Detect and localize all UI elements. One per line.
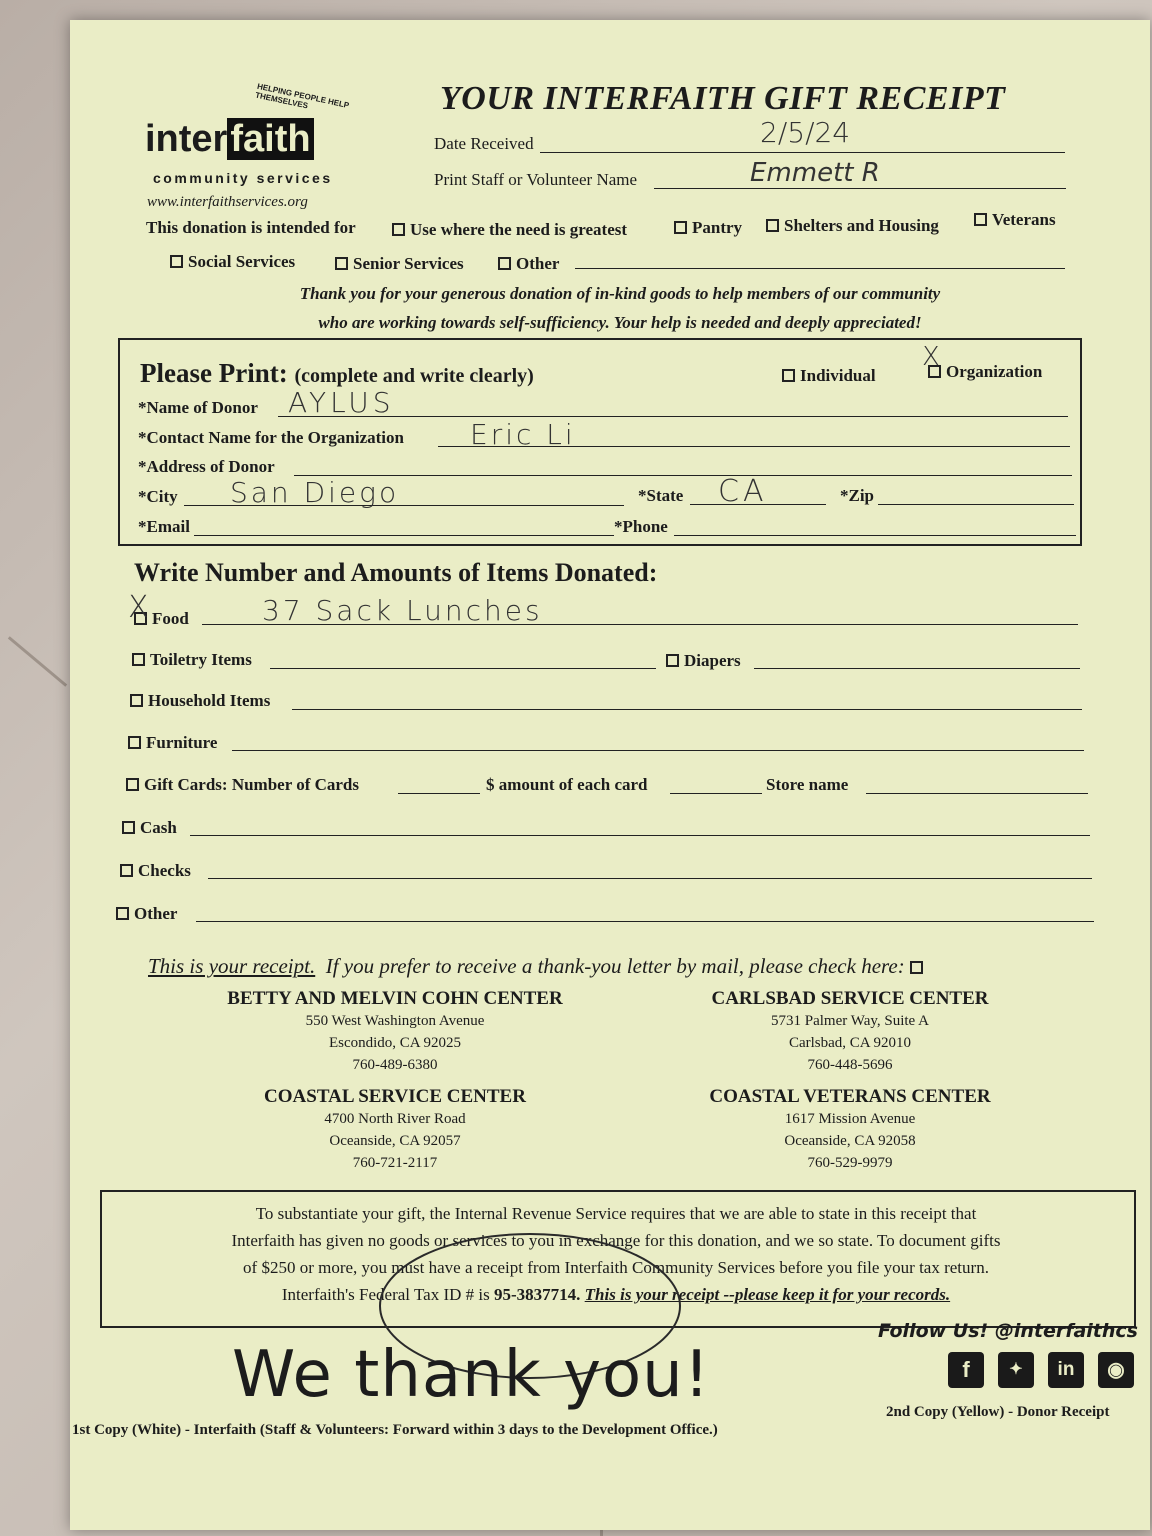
gift-cards-amount-line [670, 793, 762, 794]
household-line [292, 709, 1082, 710]
center-cohn: BETTY AND MELVIN COHN CENTER 550 West Washington Avenue Escondido, CA 92025 760-489-6380 [227, 988, 563, 1073]
intro-line-1: Thank you for your generous donation of in-kind goods to help members of our community [299, 284, 941, 303]
checks-line [208, 878, 1092, 879]
follow-us: Follow Us! @interfaithcs [878, 1320, 1138, 1342]
email-line [194, 535, 614, 536]
item-checks[interactable]: Checks [120, 861, 191, 881]
checkbox[interactable] [974, 213, 987, 226]
date-label: Date Received [434, 134, 534, 153]
contact-label: *Contact Name for the Organization [138, 428, 404, 447]
staff-signature[interactable]: Emmett R [750, 158, 880, 188]
logo-tagline: HELPING PEOPLE HELP THEMSELVES [254, 81, 350, 111]
item-gift-cards[interactable]: Gift Cards: Number of Cards [126, 775, 359, 795]
facebook-icon[interactable]: f [948, 1352, 984, 1388]
checkbox[interactable] [666, 654, 679, 667]
donor-name-label: *Name of Donor [138, 398, 258, 417]
checkbox[interactable] [120, 864, 133, 877]
furniture-line [232, 750, 1084, 751]
organization-check-mark: X [922, 342, 940, 372]
checkbox[interactable] [782, 369, 795, 382]
gift-cards-store-label: Store name [766, 775, 849, 794]
staff-label: Print Staff or Volunteer Name [434, 170, 638, 189]
intent-option-shelters[interactable]: Shelters and Housing [766, 216, 939, 236]
intent-other-line [575, 268, 1065, 269]
intent-option-other[interactable]: Other [498, 254, 559, 274]
intent-option-social[interactable]: Social Services [170, 252, 295, 272]
date-value[interactable]: 2/5/24 [760, 116, 851, 149]
checkbox[interactable] [130, 694, 143, 707]
logo-wordmark: interfaith [145, 118, 314, 161]
date-line [540, 152, 1065, 153]
footer-yellow-copy: 2nd Copy (Yellow) - Donor Receipt [886, 1404, 1110, 1420]
checkbox[interactable] [122, 821, 135, 834]
phone-line [674, 535, 1076, 536]
other-line [196, 921, 1094, 922]
checkbox[interactable] [170, 255, 183, 268]
donor-type-individual[interactable]: Individual [782, 366, 876, 386]
checkbox[interactable] [116, 907, 129, 920]
item-toiletry[interactable]: Toiletry Items [132, 650, 252, 670]
center-carlsbad: CARLSBAD SERVICE CENTER 5731 Palmer Way, Suite A Carlsbad, CA 92010 760-448-5696 [711, 988, 989, 1073]
checkbox[interactable] [498, 257, 511, 270]
checkbox[interactable] [128, 736, 141, 749]
food-value[interactable]: 37 Sack Lunches [262, 594, 543, 627]
logo-url: www.interfaithservices.org [147, 194, 308, 210]
intent-option-pantry[interactable]: Pantry [674, 218, 742, 238]
checkbox[interactable] [126, 778, 139, 791]
checkbox[interactable] [674, 221, 687, 234]
items-heading: Write Number and Amounts of Items Donated: [134, 558, 658, 587]
receipt-note: This is your receipt. If you prefer to receive a thank-you letter by mail, please check here: [148, 954, 928, 979]
intent-option-veterans[interactable]: Veterans [974, 210, 1056, 230]
center-coastal-veterans: COASTAL VETERANS CENTER 1617 Mission Avenue Oceanside, CA 92058 760-529-9979 [709, 1086, 991, 1171]
we-thank-you: We thank you! [232, 1338, 711, 1412]
intent-option-senior[interactable]: Senior Services [335, 254, 464, 274]
diapers-line [754, 668, 1080, 669]
irs-notice-text: To substantiate your gift, the Internal Revenue Service requires that we are able to state in this receipt that Interfaith has given no goods or services to you in exchange for this donation, and we so state. To document gifts of $250 or more, you must have a receipt from Interfaith Community Services before you file your tax return. Interfaith's Federal Tax ID # is 95-3837714. This is your receipt --please keep it for your records. [231, 1204, 1001, 1304]
logo-subtitle: community services [153, 170, 333, 186]
contact-value[interactable]: Eric Li [470, 418, 576, 451]
twitter-icon[interactable]: ✦ [998, 1352, 1034, 1388]
food-check-mark: X [128, 590, 149, 625]
intent-option-greatest-need[interactable]: Use where the need is greatest [392, 220, 627, 240]
checkbox[interactable] [766, 219, 779, 232]
checkbox[interactable] [392, 223, 405, 236]
cash-line [190, 835, 1090, 836]
checkbox[interactable] [335, 257, 348, 270]
item-cash[interactable]: Cash [122, 818, 177, 838]
intent-label: This donation is intended for [146, 218, 356, 237]
gift-cards-store-line [866, 793, 1088, 794]
staff-line [654, 188, 1066, 189]
linkedin-icon[interactable]: in [1048, 1352, 1084, 1388]
thank-you-letter-checkbox[interactable] [910, 961, 923, 974]
donor-name-value[interactable]: AYLUS [288, 386, 395, 419]
gift-cards-count-line [398, 793, 480, 794]
interfaith-logo [145, 81, 375, 223]
city-value[interactable]: San Diego [230, 476, 400, 509]
state-label: *State [638, 486, 684, 505]
item-furniture[interactable]: Furniture [128, 733, 217, 753]
donor-name-line [278, 416, 1068, 417]
state-value[interactable]: CA [718, 474, 768, 509]
item-food[interactable]: Food [134, 609, 189, 629]
address-label: *Address of Donor [138, 457, 275, 476]
gift-cards-amount-label: $ amount of each card [486, 775, 648, 794]
toiletry-line [270, 668, 656, 669]
item-diapers[interactable]: Diapers [666, 651, 741, 671]
zip-label: *Zip [840, 486, 875, 505]
intro-line-2: who are working towards self-sufficiency. Your help is needed and deeply appreciated! [318, 313, 922, 332]
phone-label: *Phone [614, 517, 668, 536]
receipt-paper [70, 20, 1150, 1530]
floor-tile-seam [8, 636, 67, 687]
checkbox[interactable] [132, 653, 145, 666]
item-household[interactable]: Household Items [130, 691, 270, 711]
instagram-icon[interactable]: ◉ [1098, 1352, 1134, 1388]
page-title: YOUR INTERFAITH GIFT RECEIPT [440, 80, 1006, 117]
donor-heading: Please Print: (complete and write clearly) [140, 358, 534, 388]
address-line [294, 475, 1072, 476]
footer-white-copy: 1st Copy (White) - Interfaith (Staff & Volunteers: Forward within 3 days to the Development Office.) [72, 1422, 718, 1438]
center-coastal: COASTAL SERVICE CENTER 4700 North River Road Oceanside, CA 92057 760-721-2117 [264, 1086, 526, 1171]
zip-line [878, 504, 1074, 505]
item-other[interactable]: Other [116, 904, 177, 924]
donor-type-organization[interactable]: Organization [928, 362, 1042, 382]
email-label: *Email [138, 517, 190, 536]
city-label: *City [138, 487, 178, 506]
